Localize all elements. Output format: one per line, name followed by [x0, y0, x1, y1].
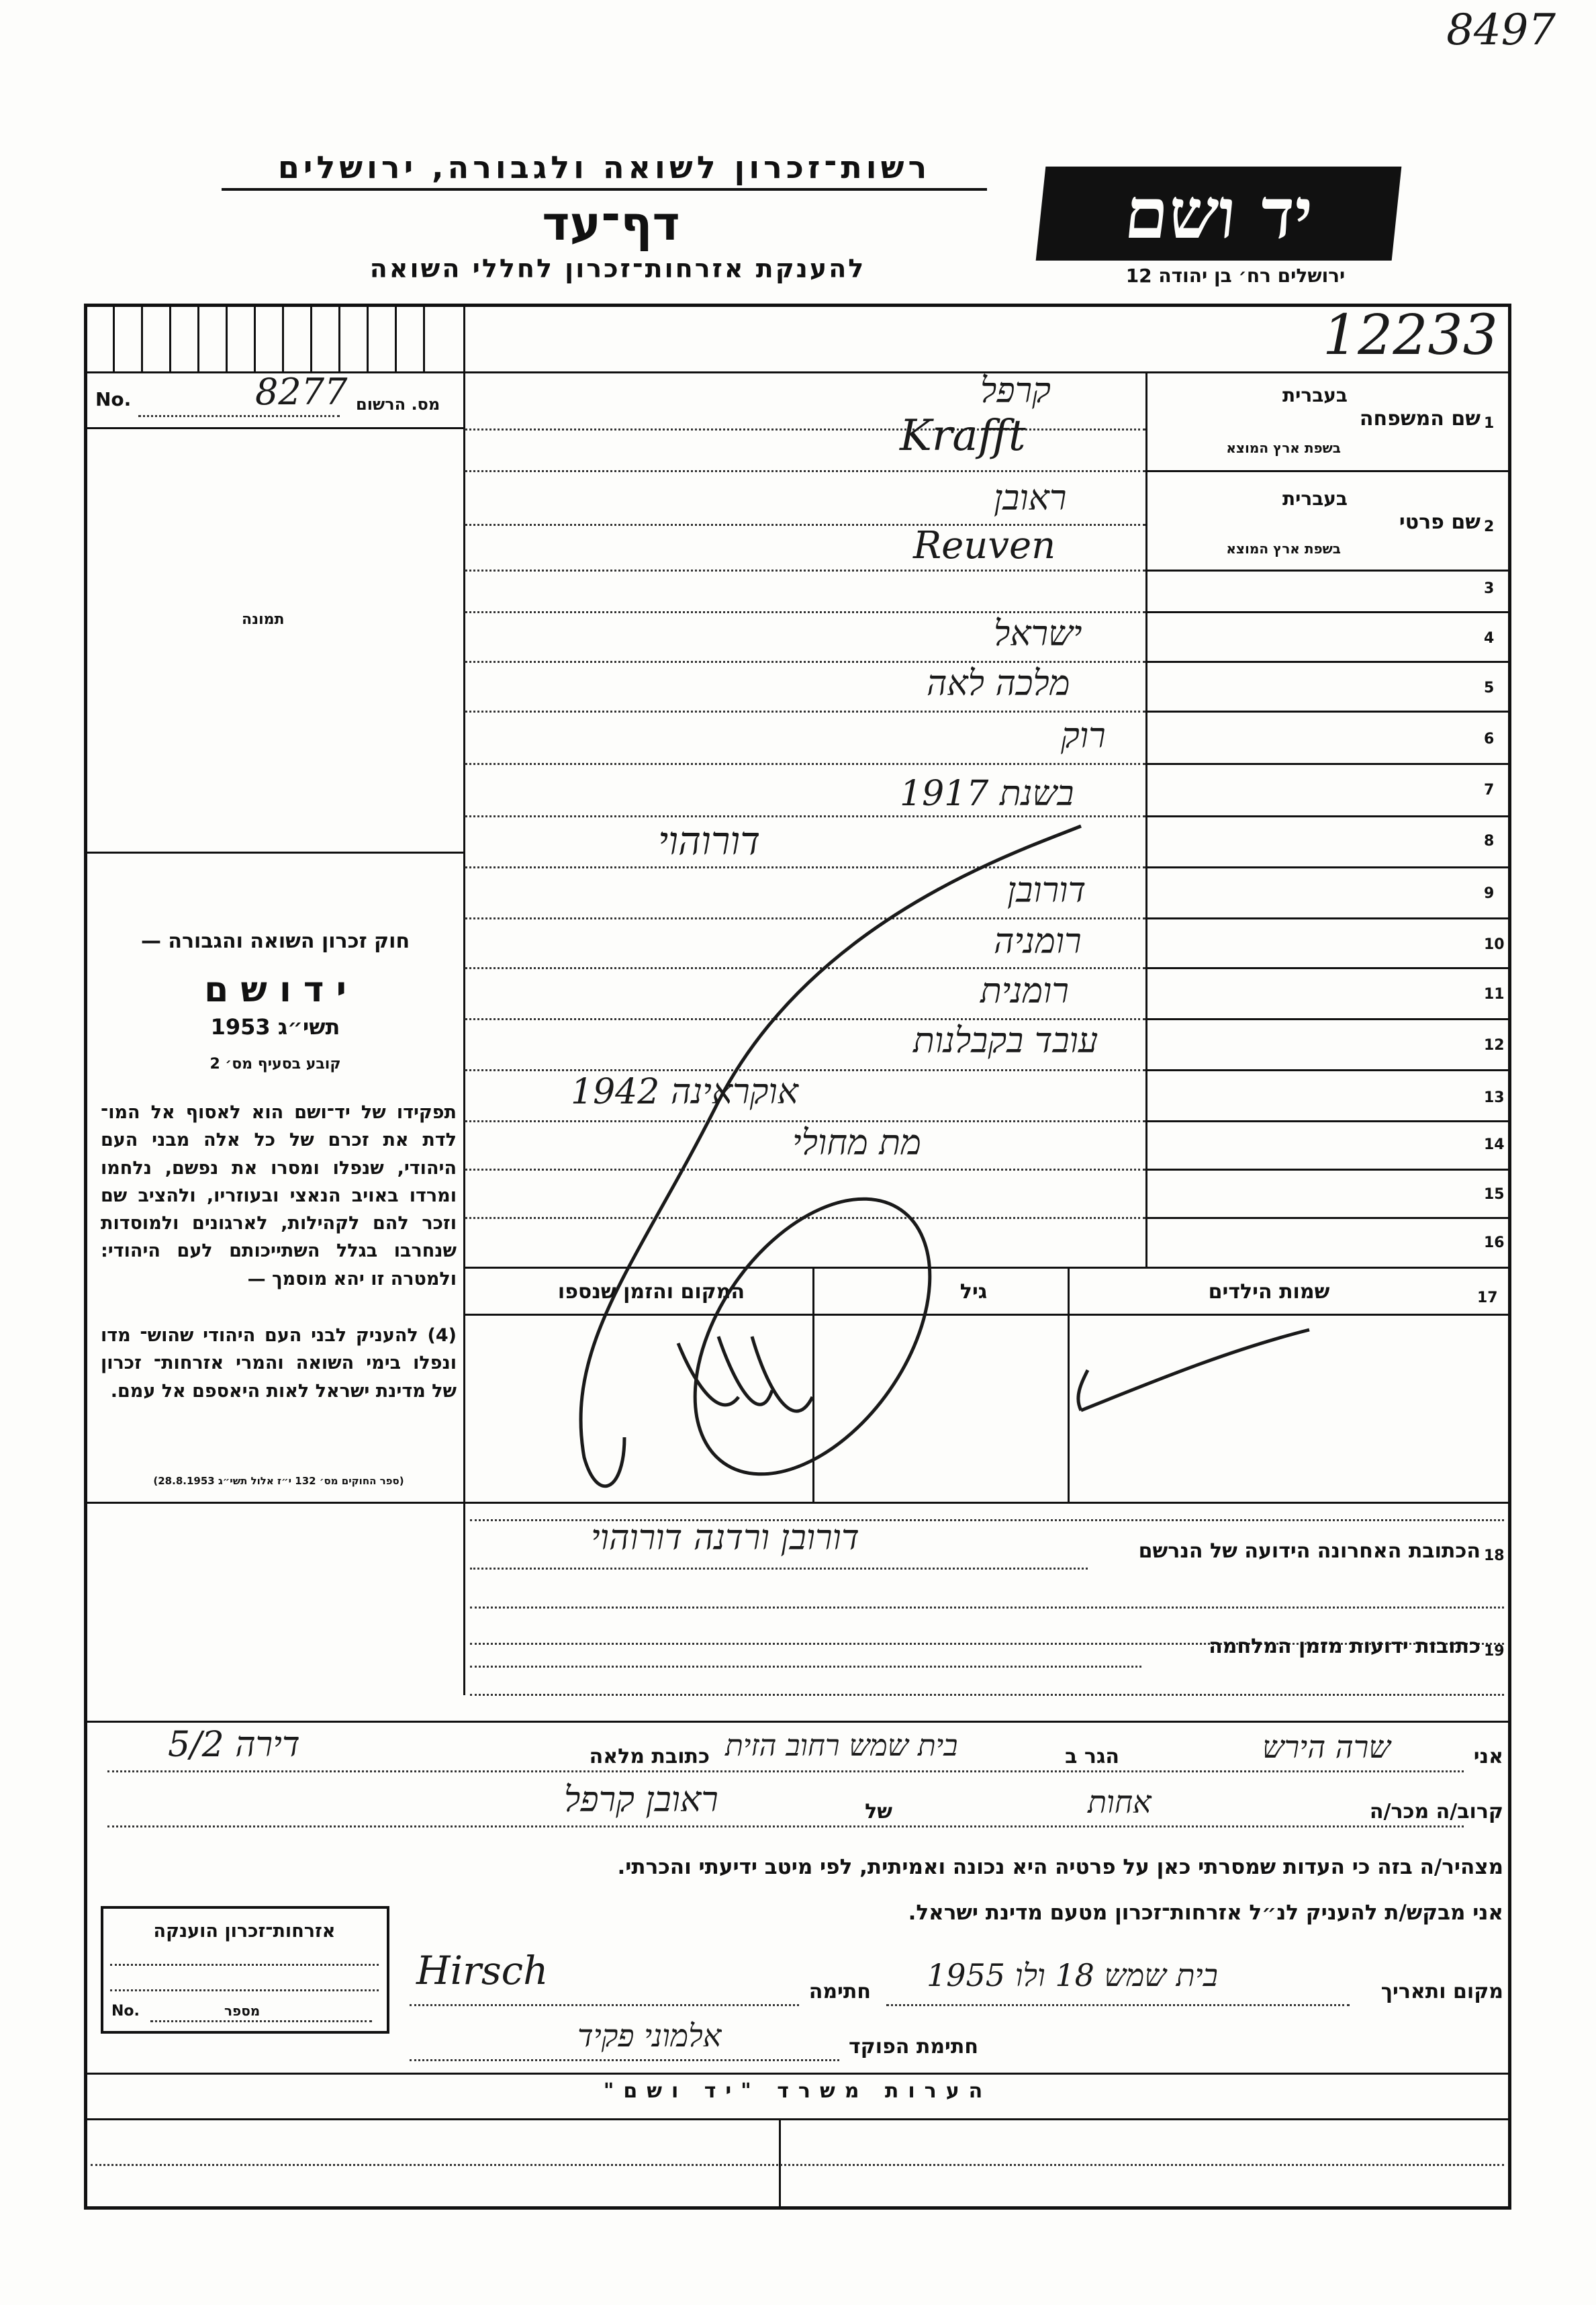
declaration-top — [84, 1721, 1511, 1723]
handwritten-cancellation-marks — [463, 752, 1538, 1518]
field-2-hebrew-tag: בעברית — [1282, 488, 1348, 510]
office-notes-top — [84, 2073, 1511, 2075]
form-title: דף־עד — [542, 196, 680, 251]
field-10-value: רומניה — [994, 921, 1082, 962]
children-col-names: שמות הילדים — [1208, 1280, 1330, 1304]
corner-number: 8497 — [1446, 5, 1556, 55]
photo-label: תמונה — [242, 611, 285, 628]
field-8-value: דורוהוי — [658, 818, 761, 864]
field-12-number: 12 — [1484, 1037, 1505, 1054]
officer-signature: אלמוני פקיד — [577, 2018, 722, 2054]
field-15-number: 15 — [1484, 1186, 1505, 1203]
field-14-value: מת מחולי — [792, 1123, 921, 1163]
yad-vashem-logo — [1036, 167, 1402, 261]
field-6-number: 6 — [1484, 731, 1495, 748]
field-2-number: 2 — [1484, 518, 1495, 535]
children-col-place: המקום והזמן שנספו — [557, 1280, 745, 1304]
field-13-number: 13 — [1484, 1089, 1505, 1106]
law-clause: קובע בסעיף מס׳ 2 — [209, 1056, 341, 1073]
field-7-number: 7 — [1484, 782, 1495, 799]
place-date-label: מקום ותאריך — [1380, 1980, 1503, 2003]
field-19-label: כתובות ידועות מזמן המלחמה — [1209, 1635, 1481, 1658]
field-1-foreign-tag: בשפת ארץ המוצא — [1226, 440, 1341, 456]
relative-label: קרוב/ה מכר/ה — [1369, 1800, 1503, 1823]
tick-cells — [86, 306, 463, 371]
field-1-label: שם המשפחה — [1359, 407, 1481, 431]
field-3-number: 3 — [1484, 580, 1495, 597]
subject-name: ראובן קרפל — [564, 1780, 718, 1820]
field-1-number: 1 — [1484, 415, 1495, 432]
cancellation-stroke-loop — [581, 826, 1081, 1486]
form-subtitle: להענקת אזרחות־זכרון לחללי השואה — [369, 254, 866, 283]
declaration-request: אני מבקש/ת להעניק לנ״ל אזרחות־זכרון מטעם מדינת ישראל. — [908, 1901, 1503, 1925]
registration-label-en: No. — [95, 388, 132, 410]
registration-label-he: מס. הרשום — [356, 395, 440, 414]
declaration-statement: מצהיר/ה בזה כי העדות שמסרתי כאן על פרטיה היא נכונה ואמיתית, לפי מיטב ידיעתי והכרתי. — [617, 1855, 1503, 1879]
law-name: י ד ו ש ם — [204, 970, 346, 1010]
logo-text: יד ושם — [1121, 172, 1317, 255]
field-2-value-hebrew: ראובן — [994, 478, 1067, 518]
relation-value: אחות — [1088, 1784, 1152, 1820]
authority-title: רשות־זכרון לשואה ולגבורה, ירושלים — [222, 149, 987, 191]
law-paragraph-1: תפקידו של יד־ושם הוא לאסוף אל המו־ לדת את זכרם של כל אלה מבני העם היהודי, שנפלו ומסרו את נפשם, נלחמו ומרדו באויב הנאצי ובעוזריו, ולהציב שם וזכר להם לקהילות, לארגונים ולמוסדות שנחרבו בגלל השתייכותם לעם היהודי: ולמטרה זו יהא מוסמך — — [101, 1102, 457, 1290]
full-address-label: כתובת מלאה — [589, 1745, 710, 1768]
declarant-signature: Hirsch — [416, 1948, 549, 1993]
law-year: תשי״ג 1953 — [210, 1014, 340, 1040]
field-1-hebrew-tag: בעברית — [1282, 384, 1348, 406]
field-5-value: מלכה לאה — [927, 664, 1070, 704]
field-8-number: 8 — [1484, 833, 1495, 850]
sheet-number: 12233 — [1323, 304, 1498, 367]
field-11-number: 11 — [1484, 986, 1505, 1003]
grant-number-en: No. — [111, 2003, 140, 2020]
field-5-number: 5 — [1484, 680, 1495, 696]
field-17-number: 17 — [1477, 1290, 1498, 1306]
declaration-ani: אני — [1473, 1745, 1503, 1768]
law-citation: (ספר החוקים מס׳ 132 י״ז אלול תשי״ג 28.8.1953) — [153, 1475, 404, 1487]
field-12-value: עובד בקבלנות — [913, 1021, 1098, 1061]
cancellation-stroke-check — [1078, 1330, 1309, 1410]
field-18-label: הכתובת האחרונה הידועה של הנרשם — [1138, 1539, 1481, 1563]
children-col-age: גיל — [959, 1280, 988, 1304]
field-9-value: דורובן — [1007, 870, 1086, 911]
header-address: ירושלים רח׳ בן יהודה 12 — [1125, 265, 1346, 287]
declarant-name: שרה הירש — [1262, 1729, 1391, 1765]
field-1-value-foreign: Krafft — [900, 411, 1026, 461]
field-18-value: דורובן ורדנה דורוהוי — [591, 1518, 859, 1558]
grant-box-title: אזרחות־זכרון הוענקה — [153, 1921, 336, 1942]
grant-box — [101, 1906, 389, 2034]
field-19-number: 19 — [1484, 1643, 1505, 1660]
field-16-number: 16 — [1484, 1234, 1505, 1251]
declarant-address: בית שמש רחוב הזית — [725, 1729, 958, 1763]
field-6-value: רוק — [1061, 716, 1106, 756]
signature-label: חתימה — [808, 1980, 871, 2003]
of-label: של — [865, 1800, 892, 1823]
field-13-value: אוקראינה 1942 — [571, 1072, 798, 1112]
registration-number: 8277 — [255, 371, 348, 413]
field-2-value-foreign: Reuven — [913, 524, 1056, 568]
grant-number-label: מספר — [224, 2003, 261, 2019]
place-date-value: בית שמש 18 ולו 1955 — [927, 1957, 1218, 1993]
field-7-value: בשנת 1917 — [900, 774, 1074, 814]
field-2-label: שם פרטי — [1399, 510, 1481, 534]
field-9-number: 9 — [1484, 885, 1495, 902]
field-1-value-hebrew: קרפל — [980, 371, 1051, 411]
field-11-value: רומנית — [980, 971, 1069, 1011]
cancellation-stroke-oval — [647, 1156, 978, 1517]
field-2-foreign-tag: בשפת ארץ המוצא — [1226, 541, 1341, 557]
field-4-number: 4 — [1484, 630, 1495, 647]
field-14-number: 14 — [1484, 1136, 1505, 1153]
full-address-value: דירה 5/2 — [168, 1725, 300, 1765]
office-notes-title: הערות משרד "יד ושם" — [603, 2079, 992, 2103]
declaration-resides: הגר ב — [1065, 1745, 1119, 1768]
officer-signature-label: חתימת הפוקד — [849, 2035, 978, 2059]
field-18-number: 18 — [1484, 1547, 1505, 1564]
field-4-value: ישראל — [994, 614, 1082, 654]
field-10-number: 10 — [1484, 936, 1505, 953]
law-paragraph-2: (4) להעניק לבני העם היהודי שהוש־ מדו ונפלו בימי השואה והמרי אזרחות־ זכרון של מדינת ישראל לאות היאספם אל עמם. — [101, 1325, 457, 1402]
law-title: חוק זכרון השואה והגבורה — — [140, 930, 410, 953]
